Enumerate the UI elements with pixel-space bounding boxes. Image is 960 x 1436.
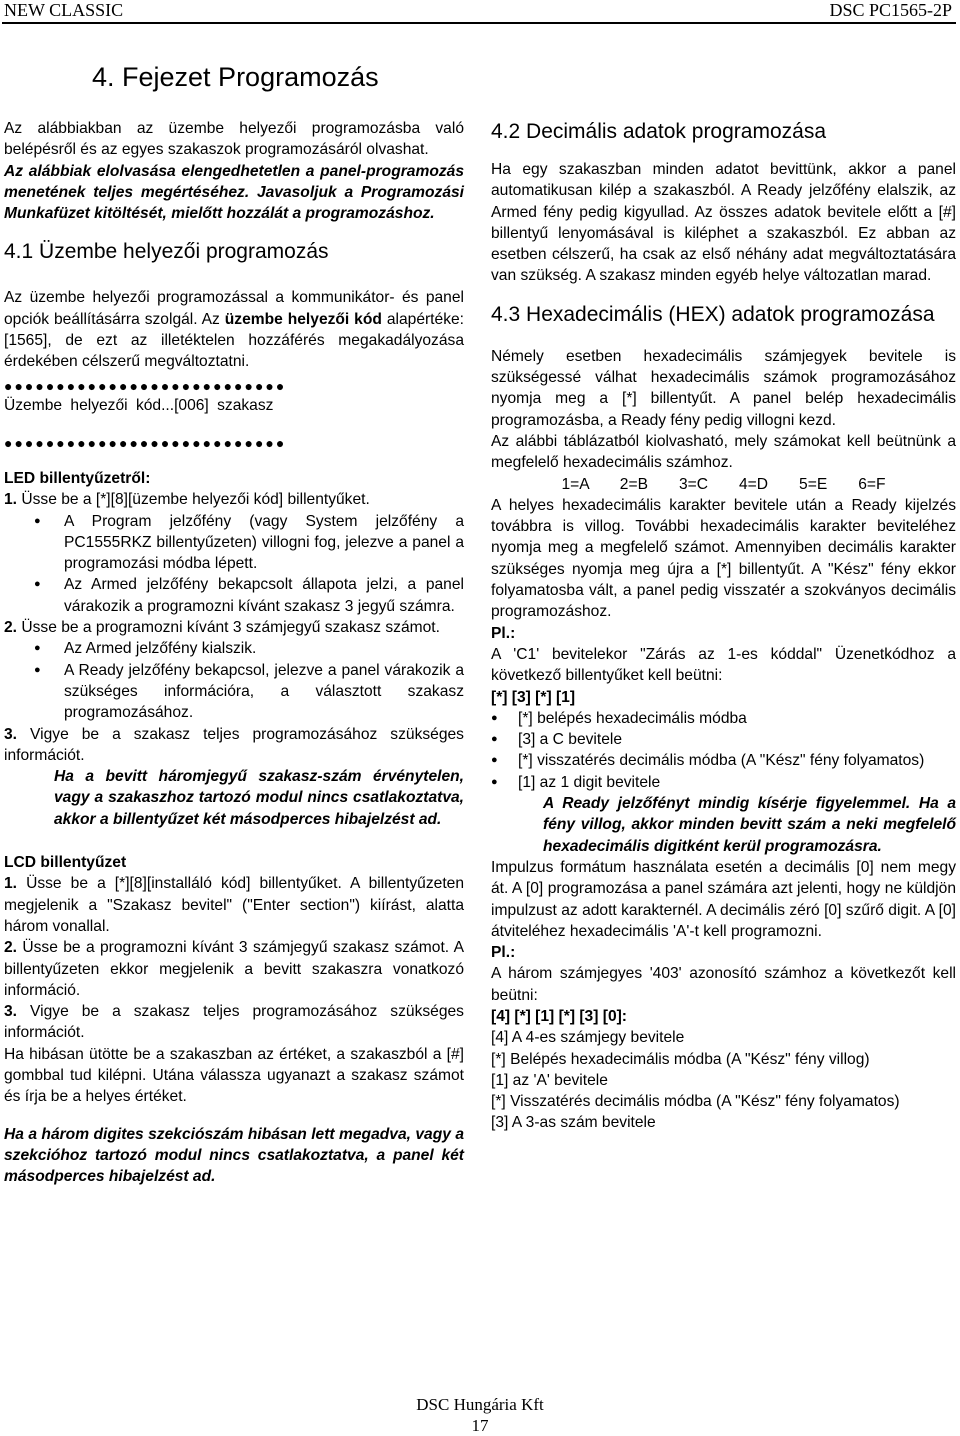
lcd-step-2: 2. Üsse be a programozni kívánt 3 számjegyű szakasz számot. A billentyűzeten ekkor megjelenik a bevitt szakaszra vonatkozó információ. bbox=[4, 939, 464, 999]
example-2-line: [*] Visszatérés decimális módba (A "Kész" fény folyamatos) bbox=[491, 1093, 900, 1111]
example-2-line: [4] A 4-es számjegy bevitele bbox=[491, 1029, 685, 1047]
example-label: Pl.: bbox=[491, 944, 516, 962]
lcd-exit-paragraph: Ha hibásan ütötte be a szakaszban az értéket, a szakaszból a [#] gombbal tud kilépni. Utána válassza ugyanazt a szakasz számot és írja be a helyes értéket. bbox=[4, 1045, 464, 1106]
lcd-step-1: 1. Üsse be a [*][8][installáló kód] billentyűket. A billentyűzeten megjelenik a "Szakasz bevitel" ("Enter section") kiírást, alatta három vonallal. bbox=[4, 875, 464, 935]
section-4-3-paragraph: Impulzus formátum használata esetén a decimális [0] nem megy át. A [0] programozása a panel számára azt jelenti, hogy ne küldjön impulzust az adott karakternél. A decimális zéró [0] szűrő digit. A [0] átviteléhez hexadecimális 'A'-t kell programozni. bbox=[491, 858, 956, 940]
header-rule bbox=[2, 22, 956, 24]
header-right: DSC PC1565-2P bbox=[829, 0, 952, 20]
section-4-3-paragraph: Az alábbi táblázatból kiolvasható, mely számokat kell beütnünk a megfelelő hexadecimális számhoz. bbox=[491, 432, 956, 472]
dotted-divider: ●●●●●●●●●●●●●●●●●●●●●●●●●●● bbox=[4, 377, 287, 394]
led-step-1-bullet: ● Az Armed jelzőfény bekapcsolt állapota jelzi, a panel várakozik a programozni kívánt szakasz 3 jegyű számra. bbox=[4, 574, 464, 617]
footer-company: DSC Hungária Kft bbox=[416, 1395, 544, 1414]
section-4-2-title: 4.2 Decimális adatok programozása bbox=[491, 120, 826, 143]
intro-paragraph: Az alábbiakban az üzembe helyezői programozásba való belépésről és az egyes szakaszok programozásáról olvashat. bbox=[4, 120, 464, 159]
example-2-intro: A három számjegyes '403' azonosító számhoz a következőt kell beütni: bbox=[491, 965, 956, 1004]
example-1-warning: A Ready jelzőfényt mindig kísérje figyelemmel. Ha a fény villog, akkor minden bevitt szám a neki megfelelő hexadecimális digitként kerül programozásra. bbox=[543, 795, 956, 855]
chapter-title: 4. Fejezet Programozás bbox=[92, 62, 379, 92]
lcd-keypad-title: LCD billentyűzet bbox=[4, 854, 127, 872]
led-step-1-bullet: ● A Program jelzőfény (vagy System jelzőfény a PC1555RKZ billentyűzeten) villogni fog, jelezve a panel a programozási módba lépett. bbox=[4, 511, 464, 575]
lcd-step-3: 3. Vigye be a szakasz teljes programozásához szükséges információt. bbox=[4, 1003, 464, 1042]
led-step-3: 3. Vigye be a szakasz teljes programozásához szükséges információt. bbox=[4, 725, 464, 764]
led-keypad-title: LED billentyűzetről: bbox=[4, 469, 151, 487]
lcd-warning: Ha a három digites szekciószám hibásan lett megadva, vagy a szekcióhoz tartozó modul nincs csatlakoztatva, a panel két másodperces hibajelzést ad. bbox=[4, 1125, 464, 1186]
example-2-keys: [4] [*] [1] [*] [3] [0]: bbox=[491, 1007, 627, 1025]
example-1-bullet: ● [1] az 1 digit bevitele bbox=[491, 772, 956, 793]
section-4-3-paragraph: A helyes hexadecimális karakter bevitele után a Ready kijelzés továbbra is villog. További hexadecimális karakter beviteléhez nyomja meg a megfelelő számot. Amennyiben decimális karakter szükséges nyomja meg újra a [*] billentyűt. A "Kész" fény ekkor folyamatosba vált, a panel pedig visszatér a szokványos decimális programozáshoz. bbox=[491, 496, 956, 621]
example-1-bullet: ● [3] a C bevitele bbox=[491, 729, 956, 750]
page-number: 17 bbox=[471, 1416, 489, 1435]
example-label: Pl.: bbox=[491, 624, 516, 642]
section-4-1-paragraph: Az üzembe helyezői programozással a kommunikátor- és panel opciók beállításárra szolgál. Az üzembe helyezői kód alapértéke:[1565], de ezt az illetéktelen hozzáférés megakadályozása érdekében célszerű megváltoztatni. bbox=[4, 289, 464, 371]
hex-mapping: 1=A 2=B 3=C 4=D 5=E 6=F bbox=[561, 475, 886, 493]
installer-code-line: Üzembe helyezői kód...[006] szakasz bbox=[4, 396, 274, 414]
left-column bbox=[4, 118, 464, 1187]
example-1-keys: [*] [3] [*] [1] bbox=[491, 688, 576, 706]
example-1-intro: A 'C1' bevitelekor "Zárás az 1-es kóddal" Üzenetkódhoz a következő billentyűket kell beütni: bbox=[491, 645, 956, 685]
section-4-1-title: 4.1 Üzembe helyezői programozás bbox=[4, 240, 329, 264]
led-step-2: 2. Üsse be a programozni kívánt 3 számjegyű szakasz számot. bbox=[4, 619, 440, 637]
example-2-line: [1] az 'A' bevitele bbox=[491, 1071, 608, 1089]
section-4-3-title: 4.3 Hexadecimális (HEX) adatok programozása bbox=[491, 302, 935, 326]
example-1-bullet: ● [*] belépés hexadecimális módba bbox=[491, 708, 956, 729]
led-warning: Ha a bevitt háromjegyű szakasz-szám érvénytelen, vagy a szakaszhoz tartozó modul nincs csatlakoztatva, akkor a billentyűzet két másodperces hibajelzést ad. bbox=[54, 768, 464, 828]
dotted-divider: ●●●●●●●●●●●●●●●●●●●●●●●●●●● bbox=[4, 434, 287, 451]
header-left: NEW CLASSIC bbox=[4, 0, 124, 20]
led-step-2-bullet: ● Az Armed jelzőfény kialszik. bbox=[4, 638, 464, 659]
example-1-bullet: ● [*] visszatérés decimális módba (A "Kész" fény folyamatos) bbox=[491, 750, 956, 771]
led-step-2-bullet: ● A Ready jelzőfény bekapcsol, jelezve a panel várakozik a szükséges információra, a választott szakasz programozásához. bbox=[4, 660, 464, 724]
right-column bbox=[491, 118, 956, 1134]
intro-warning: Az alábbiak elolvasása elengedhetetlen a panel-programozás menetének teljes megértéséhez. Javasoljuk a Programozási Munkafüzet kitöltését, mielőtt hozzálát a programozáshoz. bbox=[4, 162, 464, 223]
led-step-1: 1. Üsse be a [*][8][üzembe helyezői kód] billentyűket. bbox=[4, 491, 370, 509]
example-2-line: [*] Belépés hexadecimális módba (A "Kész" fény villog) bbox=[491, 1050, 870, 1068]
section-4-3-paragraph: Némely esetben hexadecimális számjegyek bevitele is szükségessé válhat hexadecimális számok programozásához nyomja meg a [*] billentyűt. A panel belép hexadecimális programozásba, a Ready fény pedig villogni kezd. bbox=[491, 347, 956, 429]
example-2-line: [3] A 3-as szám bevitele bbox=[491, 1114, 656, 1132]
section-4-2-paragraph: Ha egy szakaszban minden adatot bevittünk, akkor a panel automatikusan kilép a szakaszból. A Ready jelzőfény elalszik, az Armed fény pedig kigyullad. Az összes adatok bevitele előtt a [#] billentyű lenyomásával is kiléphet a szakaszból. Ez abban az esetben célszerű, ha csak az első néhány adat megváltoztatására van szükség. A szakasz minden egyéb helye változatlan marad. bbox=[491, 161, 956, 285]
